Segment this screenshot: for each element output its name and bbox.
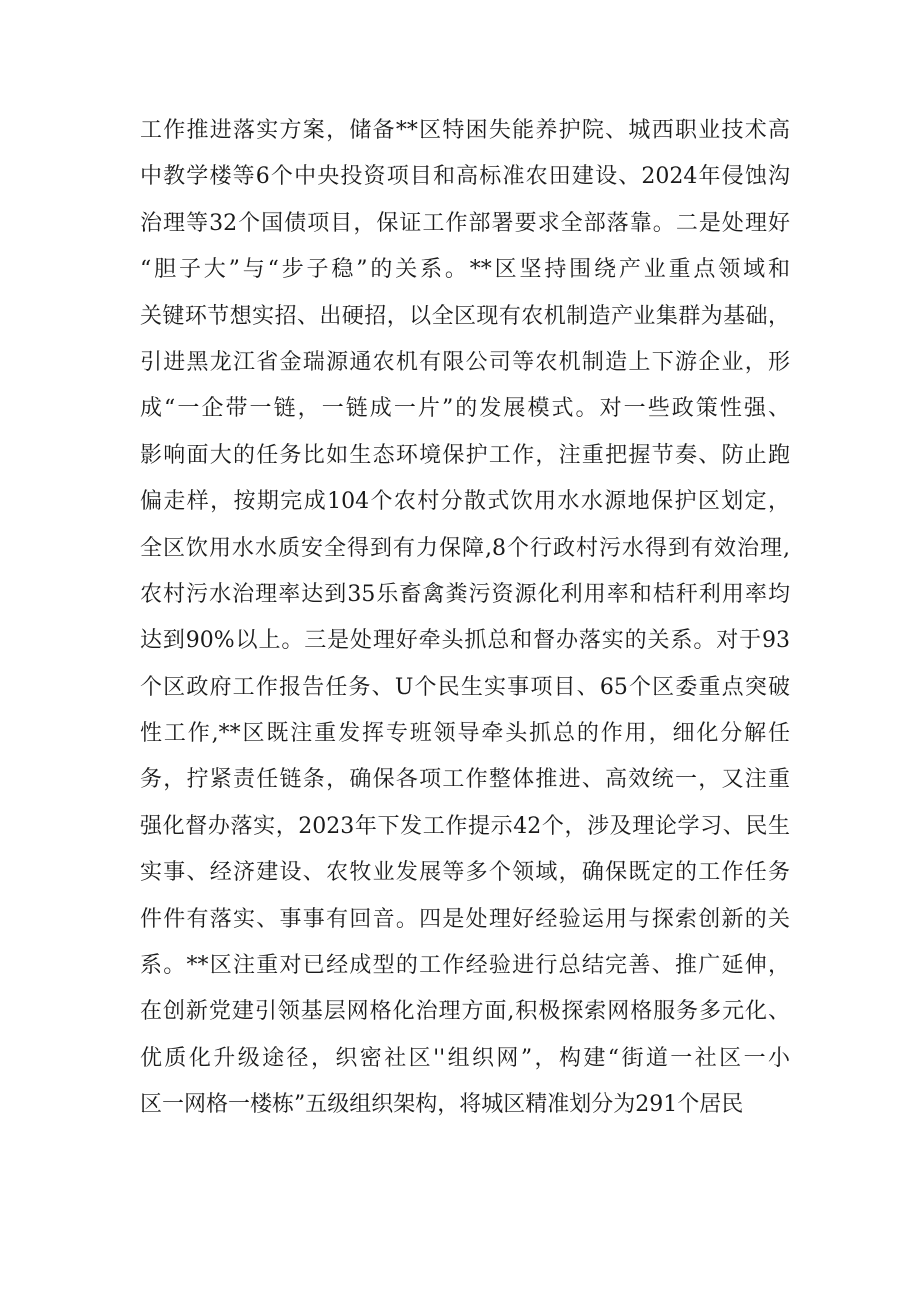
text-line: 达到90%以上。三是处理好牵头抓总和督办落实的关系。对于93: [140, 628, 790, 654]
text-line: 个区政府工作报告任务、U个民生实事项目、65个区委重点突破: [140, 674, 790, 700]
body-paragraph: [140, 108, 790, 1129]
text-line: 实事、经济建设、农牧业发展等多个领域，确保既定的工作任务: [140, 860, 790, 886]
text-line: 成“一企带一链，一链成一片”的发展模式。对一些政策性强、: [140, 396, 790, 422]
text-line: 区一网格一楼栋”五级组织架构，将城区精准划分为291个居民: [140, 1092, 744, 1118]
text-line: 工作推进落实方案，储备**区特困失能养护院、城西职业技术高: [140, 118, 790, 143]
text-line: 偏走样，按期完成104个农村分散式饮用水水源地保护区划定，: [140, 489, 790, 515]
text-line: 治理等32个国债项目，保证工作部署要求全部落靠。二是处理好: [140, 210, 790, 236]
text-line: 强化督办落实，2023年下发工作提示42个，涉及理论学习、民生: [140, 813, 790, 839]
text-line: 系。**区注重对已经成型的工作经验进行总结完善、推广延伸，: [140, 953, 790, 979]
text-line: 在创新党建引领基层网格化治理方面,积极探索网格服务多元化、: [140, 999, 790, 1025]
text-line: 引进黑龙江省金瑞源通农机有限公司等农机制造上下游企业，形: [140, 349, 790, 375]
text-line: 农村污水治理率达到35乐畜禽粪污资源化利用率和桔秆利用率均: [140, 581, 790, 607]
text-line: 中教学楼等6个中央投资项目和高标准农田建设、2024年侵蚀沟: [140, 164, 790, 190]
text-line: 性工作,**区既注重发挥专班领导牵头抓总的作用，细化分解任: [140, 721, 790, 747]
text-line: 件件有落实、事事有回音。四是处理好经验运用与探索创新的关: [140, 906, 790, 932]
text-line: 优质化升级途径，织密社区''组织网”，构建“街道一社区一小: [140, 1045, 790, 1071]
text-line: 全区饮用水水质安全得到有力保障,8个行政村污水得到有效治理,: [140, 535, 790, 561]
text-line: 务，拧紧责任链条，确保各项工作整体推进、高效统一，又注重: [140, 767, 790, 793]
text-line: 关键环节想实招、出硬招，以全区现有农机制造产业集群为基础，: [140, 303, 790, 329]
text-line: 影响面大的任务比如生态环境保护工作，注重把握节奏、防止跑: [140, 442, 790, 468]
text-line: “胆子大”与“步子稳”的关系。**区坚持围绕产业重点领域和: [140, 257, 790, 283]
